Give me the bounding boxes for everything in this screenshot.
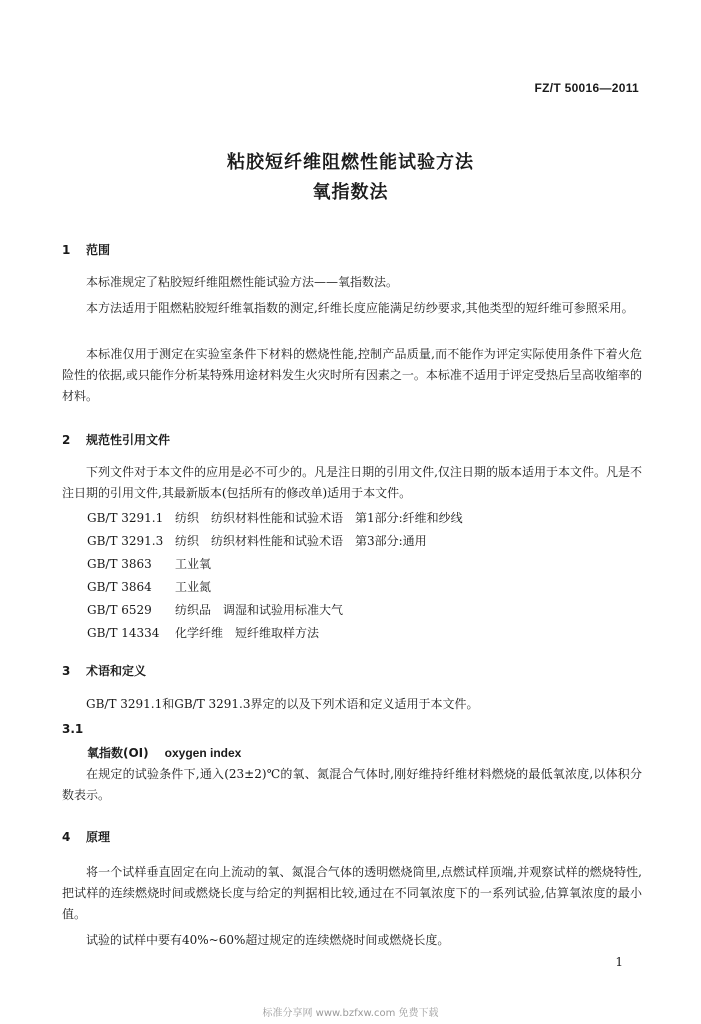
reference-item <box>87 623 319 644</box>
reference-code: GB/T 14334 <box>87 626 160 640</box>
reference-title: 工业氮 <box>175 580 212 594</box>
document-subtitle: 氧指数法 <box>312 182 389 203</box>
reference-title: 纺织 纺织材料性能和试验术语 第3部分:通用 <box>175 534 427 548</box>
section-number: 2 <box>62 433 71 447</box>
reference-code: GB/T 3864 <box>87 580 152 594</box>
reference-title: 纺织 纺织材料性能和试验术语 第1部分:纤维和纱线 <box>175 511 463 525</box>
reference-code: GB/T 3863 <box>87 557 152 571</box>
reference-code: GB/T 3291.1 <box>87 511 164 525</box>
reference-code: GB/T 3291.3 <box>87 534 164 548</box>
section-1-heading <box>62 241 110 258</box>
standard-code: FZ/T 50016—2011 <box>534 81 639 95</box>
reference-item <box>87 554 211 575</box>
subsection-number: 3.1 <box>62 722 84 736</box>
section-title: 范围 <box>86 243 111 257</box>
page-number: 1 <box>615 955 623 969</box>
section-title: 术语和定义 <box>86 664 147 678</box>
section-number: 4 <box>62 830 71 844</box>
reference-title: 纺织品 调湿和试验用标准大气 <box>175 603 344 617</box>
section-4-paragraph-2: 试验的试样中要有40%~60%超过规定的连续燃烧时间或燃烧长度。 <box>86 933 450 947</box>
reference-title: 化学纤维 短纤维取样方法 <box>175 626 320 640</box>
watermark: 标准分享网 www.bzfxw.com 免费下载 <box>262 1008 439 1019</box>
section-title: 规范性引用文件 <box>86 433 171 447</box>
section-2-paragraph-1: 下列文件对于本文件的应用是必不可少的。凡是注日期的引用文件,仅注日期的版本适用于本文件。凡是不注日期的引用文件,其最新版本(包括所有的修改单)适用于本文件。 <box>62 465 642 500</box>
reference-code: GB/T 6529 <box>87 603 152 617</box>
document-title: 粘胶短纤维阻燃性能试验方法 <box>227 152 474 173</box>
section-2-heading <box>62 431 170 448</box>
section-3-heading <box>62 662 146 679</box>
section-4-paragraph-1: 将一个试样垂直固定在向上流动的氧、氮混合气体的透明燃烧筒里,点燃试样顶端,并观察试样的燃烧特性,把试样的连续燃烧时间或燃烧长度与给定的判据相比较,通过在不同氧浓度下的一系列试验,估算氧浓度的最小值。 <box>62 865 642 921</box>
term-entry <box>87 744 241 761</box>
section-number: 3 <box>62 664 71 678</box>
reference-item <box>87 577 211 598</box>
term-chinese: 氧指数(OI) <box>87 746 149 760</box>
section-1-paragraph-2: 本方法适用于阻燃粘胶短纤维氧指数的测定,纤维长度应能满足纺纱要求,其他类型的短纤维可参照采用。 <box>86 301 634 315</box>
section-3-paragraph-1: GB/T 3291.1和GB/T 3291.3界定的以及下列术语和定义适用于本文件。 <box>86 697 479 711</box>
section-title: 原理 <box>86 830 111 844</box>
section-4-heading <box>62 828 110 845</box>
reference-item <box>87 600 343 621</box>
term-definition: 在规定的试验条件下,通入(23±2)℃的氧、氮混合气体时,刚好维持纤维材料燃烧的最低氧浓度,以体积分数表示。 <box>62 767 642 802</box>
reference-item <box>87 508 463 529</box>
reference-title: 工业氧 <box>175 557 212 571</box>
reference-item <box>87 531 427 552</box>
section-1-paragraph-3: 本标准仅用于测定在实验室条件下材料的燃烧性能,控制产品质量,而不能作为评定实际使用条件下着火危险性的依据,或只能作分析某特殊用途材料发生火灾时所有因素之一。本标准不适用于评定受热后呈高收缩率的材料。 <box>62 347 642 403</box>
term-english: oxygen index <box>164 746 242 760</box>
section-1-paragraph-1: 本标准规定了粘胶短纤维阻燃性能试验方法——氧指数法。 <box>86 275 399 289</box>
section-number: 1 <box>62 243 71 257</box>
